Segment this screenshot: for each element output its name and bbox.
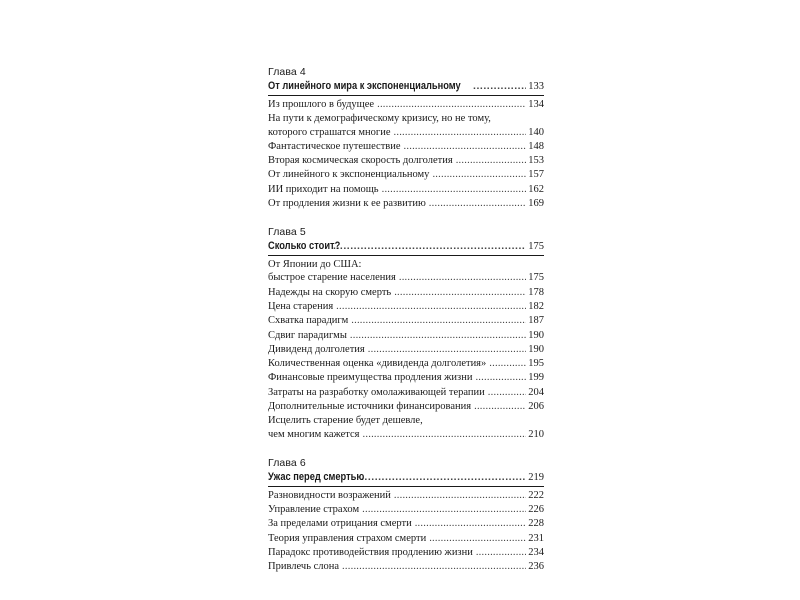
toc-entry-line	[268, 489, 544, 502]
page-number: 175	[528, 241, 544, 253]
page-number: 148	[528, 140, 544, 152]
toc-entry-line	[268, 560, 544, 573]
chapter-heading-block	[268, 79, 544, 96]
page-number: 219	[528, 471, 544, 483]
dot-leader	[363, 428, 527, 441]
toc-entry-line	[268, 98, 544, 111]
page-number: 199	[528, 372, 544, 384]
entry-title: За пределами отрицания смерти	[268, 518, 412, 530]
page-number: 162	[528, 183, 544, 195]
page-number: 228	[528, 518, 544, 530]
toc-entry	[268, 154, 544, 167]
toc-entry	[268, 560, 544, 573]
toc-entry	[268, 168, 544, 181]
dot-leader	[404, 140, 527, 153]
page-number: 190	[528, 343, 544, 355]
toc-entry-line	[268, 400, 544, 413]
toc-entry-line	[268, 343, 544, 356]
toc-entry-line	[268, 532, 544, 545]
page-number: 157	[528, 169, 544, 181]
page-number: 195	[528, 358, 544, 370]
chapter-label: Глава 4	[268, 66, 306, 78]
page-number: 175	[528, 272, 544, 284]
toc-entry	[268, 357, 544, 370]
toc-entry-line	[268, 140, 544, 153]
toc-entry-line	[268, 183, 544, 196]
entry-title: Затраты на разработку омолаживающей терапии	[268, 386, 485, 398]
page-number: 210	[528, 428, 544, 440]
toc-entry-line	[268, 271, 544, 284]
toc-entry	[268, 314, 544, 327]
dot-leader	[476, 546, 526, 559]
dot-leader	[394, 126, 527, 139]
table-of-contents	[268, 66, 544, 589]
toc-entry	[268, 517, 544, 530]
page-number: 226	[528, 504, 544, 516]
chapter-section	[268, 457, 544, 574]
entry-title: Схватка парадигм	[268, 315, 349, 327]
page-number: 234	[528, 546, 544, 558]
page-number: 222	[528, 489, 544, 501]
dot-leader	[429, 197, 526, 210]
dot-leader	[361, 470, 526, 484]
dot-leader	[488, 386, 526, 399]
toc-entry	[268, 546, 544, 559]
toc-entry-line	[268, 357, 544, 370]
toc-entry	[268, 98, 544, 111]
entry-title-line: Исцелить старение будет дешевле,	[268, 415, 423, 427]
dot-leader	[336, 300, 526, 313]
dot-leader	[368, 343, 527, 356]
dot-leader	[394, 489, 526, 502]
entry-title: Фантастическое путешествие	[268, 140, 401, 152]
toc-entry-line	[268, 517, 544, 530]
entry-title: Надежды на скорую смерть	[268, 286, 392, 298]
dot-leader	[489, 357, 526, 370]
entry-title: Управление страхом	[268, 504, 360, 516]
dot-leader	[382, 183, 527, 196]
entry-title: ИИ приходит на помощь	[268, 183, 379, 195]
entry-title: От продления жизни к ее развитию	[268, 197, 426, 209]
chapter-section	[268, 226, 544, 441]
toc-entry-line	[268, 154, 544, 167]
chapter-heading-block	[268, 470, 544, 487]
entry-title-line: От Японии до США:	[268, 259, 362, 271]
entry-title: чем многим кажется	[268, 428, 360, 440]
entry-title: Дивиденд долголетия	[268, 343, 365, 355]
toc-entry-line	[268, 546, 544, 559]
toc-entry-line	[268, 428, 544, 441]
entry-title: Из прошлого в будущее	[268, 99, 375, 110]
toc-entry-line	[268, 314, 544, 327]
toc-entry	[268, 300, 544, 313]
toc-entry-line	[268, 286, 544, 299]
entry-title: От линейного к экспоненциальному	[268, 169, 430, 181]
page-number: 231	[528, 532, 544, 544]
page-number: 178	[528, 286, 544, 298]
toc-entry	[268, 112, 544, 138]
chapter-label: Глава 5	[268, 226, 306, 239]
page-number: 169	[528, 197, 544, 209]
page-number: 206	[528, 401, 544, 413]
page-number: 153	[528, 155, 544, 167]
entry-title: Теория управления страхом смерти	[268, 532, 427, 544]
toc-entry	[268, 400, 544, 413]
chapter-title: От линейного мира к экспоненциальному	[268, 80, 461, 92]
toc-entry	[268, 183, 544, 196]
page-number: 204	[528, 386, 544, 398]
entry-title: Привлечь слона	[268, 561, 340, 573]
chapter-heading	[268, 470, 544, 485]
toc-entry	[268, 414, 544, 440]
page-number: 190	[528, 329, 544, 341]
entry-title: Разновидности возражений	[268, 489, 391, 501]
chapter-heading	[268, 79, 544, 94]
dot-leader	[473, 79, 526, 93]
dot-leader	[342, 560, 526, 573]
dot-leader	[399, 271, 526, 284]
entry-title: Цена старения	[268, 300, 334, 312]
chapter-heading	[268, 239, 544, 254]
toc-entry	[268, 258, 544, 284]
page-number: 134	[528, 99, 544, 110]
dot-leader	[350, 329, 526, 342]
entry-title: Парадокс противодействия продлению жизни	[268, 546, 473, 558]
toc-entry	[268, 489, 544, 502]
toc-entry	[268, 386, 544, 399]
page-number: 236	[528, 561, 544, 573]
toc-entry-line	[268, 126, 544, 139]
toc-entry	[268, 197, 544, 210]
page-number: 133	[528, 81, 544, 92]
entry-title: Вторая космическая скорость долголетия	[268, 155, 453, 167]
entry-title: Дополнительные источники финансирования	[268, 401, 472, 413]
entry-title: Количественная оценка «дивиденда долголетия»	[268, 358, 487, 370]
dot-leader	[415, 517, 527, 530]
toc-entry-line	[268, 168, 544, 181]
entry-title: быстрое старение населения	[268, 272, 396, 284]
toc-entry-line	[268, 300, 544, 313]
dot-leader	[362, 503, 526, 516]
toc-entry-line	[268, 371, 544, 384]
chapter-title: Ужас перед смертью	[268, 470, 365, 483]
toc-entry	[268, 140, 544, 153]
dot-leader	[429, 532, 526, 545]
chapter-heading-block	[268, 239, 544, 256]
page-number: 140	[528, 126, 544, 138]
toc-entry	[268, 329, 544, 342]
chapter-title: Сколько стоит?	[268, 240, 341, 253]
page-number: 182	[528, 300, 544, 312]
entry-title: Финансовые преимущества продления жизни	[268, 372, 473, 384]
chapter-section	[268, 66, 544, 210]
chapter-label: Глава 6	[268, 456, 306, 469]
toc-entry	[268, 343, 544, 356]
entry-title-line: На пути к демографическому кризису, но не тому,	[268, 113, 491, 125]
dot-leader	[394, 286, 526, 299]
dot-leader	[432, 168, 526, 181]
toc-entry-line	[268, 386, 544, 399]
dot-leader	[377, 98, 526, 111]
toc-entry	[268, 532, 544, 545]
page-number: 187	[528, 315, 544, 327]
dot-leader	[475, 371, 526, 384]
toc-entry-line	[268, 197, 544, 210]
toc-entry	[268, 503, 544, 516]
toc-entry-line	[268, 503, 544, 516]
entry-title: которого страшатся многие	[268, 126, 391, 138]
toc-entry-line	[268, 329, 544, 342]
dot-leader	[456, 154, 527, 167]
dot-leader	[351, 314, 526, 327]
toc-entry	[268, 371, 544, 384]
dot-leader	[474, 400, 526, 413]
entry-title: Сдвиг парадигмы	[268, 329, 347, 341]
toc-entry	[268, 286, 544, 299]
dot-leader	[333, 239, 526, 253]
